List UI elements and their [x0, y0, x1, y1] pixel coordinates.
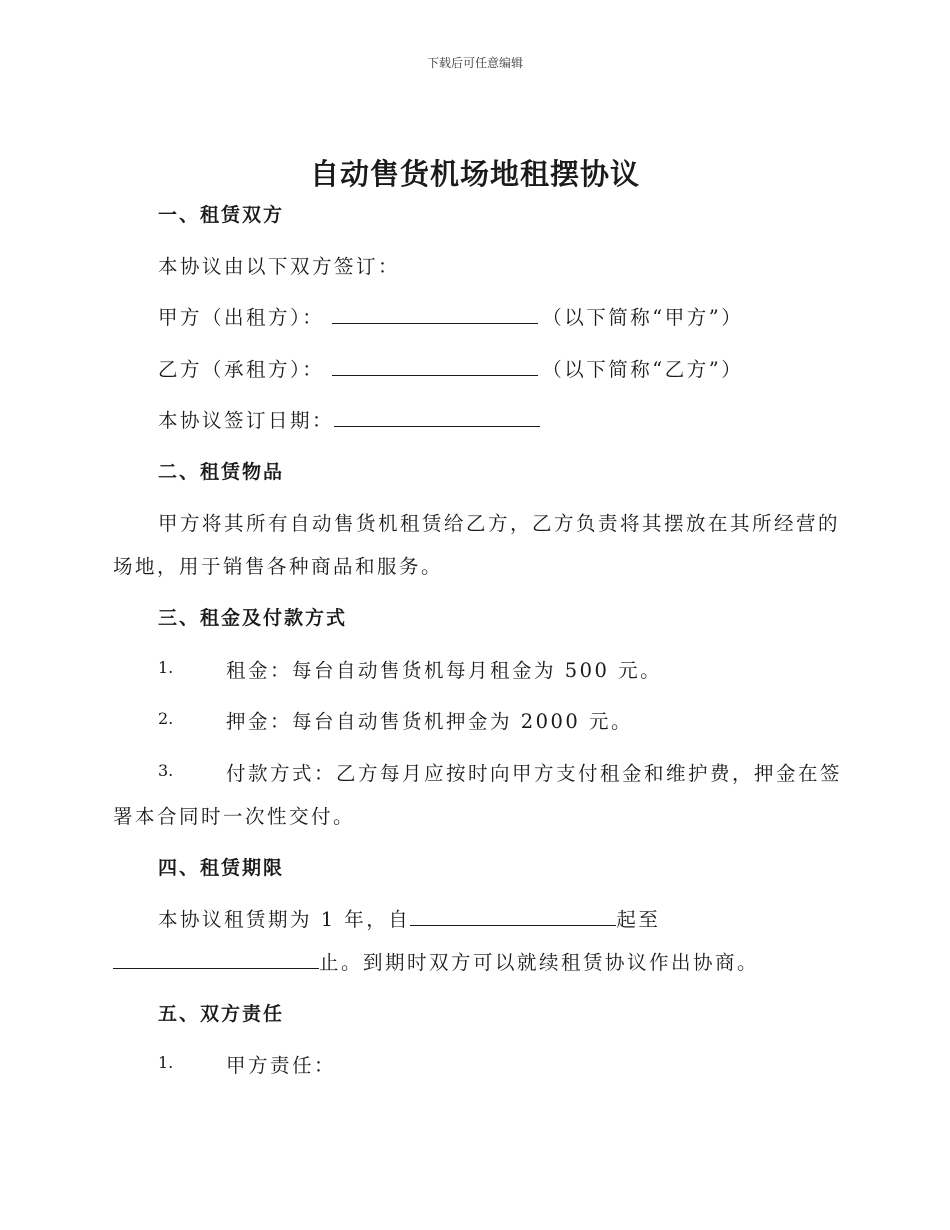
list-item-number: 1.: [158, 658, 174, 677]
section-2-heading: 二、租赁物品: [158, 461, 285, 483]
term-renewal-text: 止。到期时双方可以就续租赁协议作出协商。: [319, 951, 760, 974]
payment-item-text-continued: 署本合同时一次性交付。: [113, 805, 356, 828]
section-2-paragraph-line-2: 场地，用于销售各种商品和服务。: [113, 555, 444, 578]
sign-date-label: 本协议签订日期：: [158, 409, 335, 432]
section-2-paragraph-line-1: 甲方将其所有自动售货机租赁给乙方，乙方负责将其摆放在其所经营的: [158, 512, 841, 535]
term-end-text: 起至: [616, 908, 661, 931]
party-a-row: [158, 302, 743, 330]
party-b-label: 乙方（承租方）：: [158, 358, 325, 381]
term-end-blank-field[interactable]: [113, 950, 319, 969]
section-3-heading: 三、租金及付款方式: [158, 607, 348, 629]
payment-item-text: 付款方式：乙方每月应按时向甲方支付租金和维护费，押金在签: [226, 762, 843, 785]
term-start-text: 本协议租赁期为 1 年，自: [158, 908, 411, 931]
party-a-duty-text: 甲方责任：: [226, 1054, 337, 1077]
party-b-blank-field[interactable]: [332, 357, 538, 376]
list-item-number: 1.: [158, 1053, 174, 1072]
section-1-heading: 一、租赁双方: [158, 204, 285, 226]
party-a-label: 甲方（出租方）：: [158, 306, 325, 329]
sign-date-row: [158, 405, 540, 433]
sign-date-blank-field[interactable]: [334, 408, 540, 427]
term-start-blank-field[interactable]: [410, 907, 616, 926]
list-item-number: 3.: [158, 761, 174, 780]
section-4-heading: 四、租赁期限: [158, 857, 285, 879]
section-5-heading: 五、双方责任: [158, 1003, 285, 1025]
term-line-1: [158, 904, 660, 932]
party-a-blank-field[interactable]: [332, 305, 538, 324]
document-title: 自动售货机场地租摆协议: [309, 157, 640, 191]
deposit-item-text: 押金：每台自动售货机押金为 2000 元。: [226, 710, 634, 733]
page-header-note: 下载后可任意编辑: [426, 56, 523, 70]
list-item-number: 2.: [158, 709, 174, 728]
party-a-note: （以下简称“甲方”）: [542, 306, 744, 329]
section-1-intro: 本协议由以下双方签订：: [158, 255, 401, 278]
party-b-note: （以下简称“乙方”）: [542, 358, 744, 381]
term-line-2: [113, 947, 759, 975]
party-b-row: [158, 354, 743, 382]
rent-item-text: 租金：每台自动售货机每月租金为 500 元。: [226, 659, 663, 682]
